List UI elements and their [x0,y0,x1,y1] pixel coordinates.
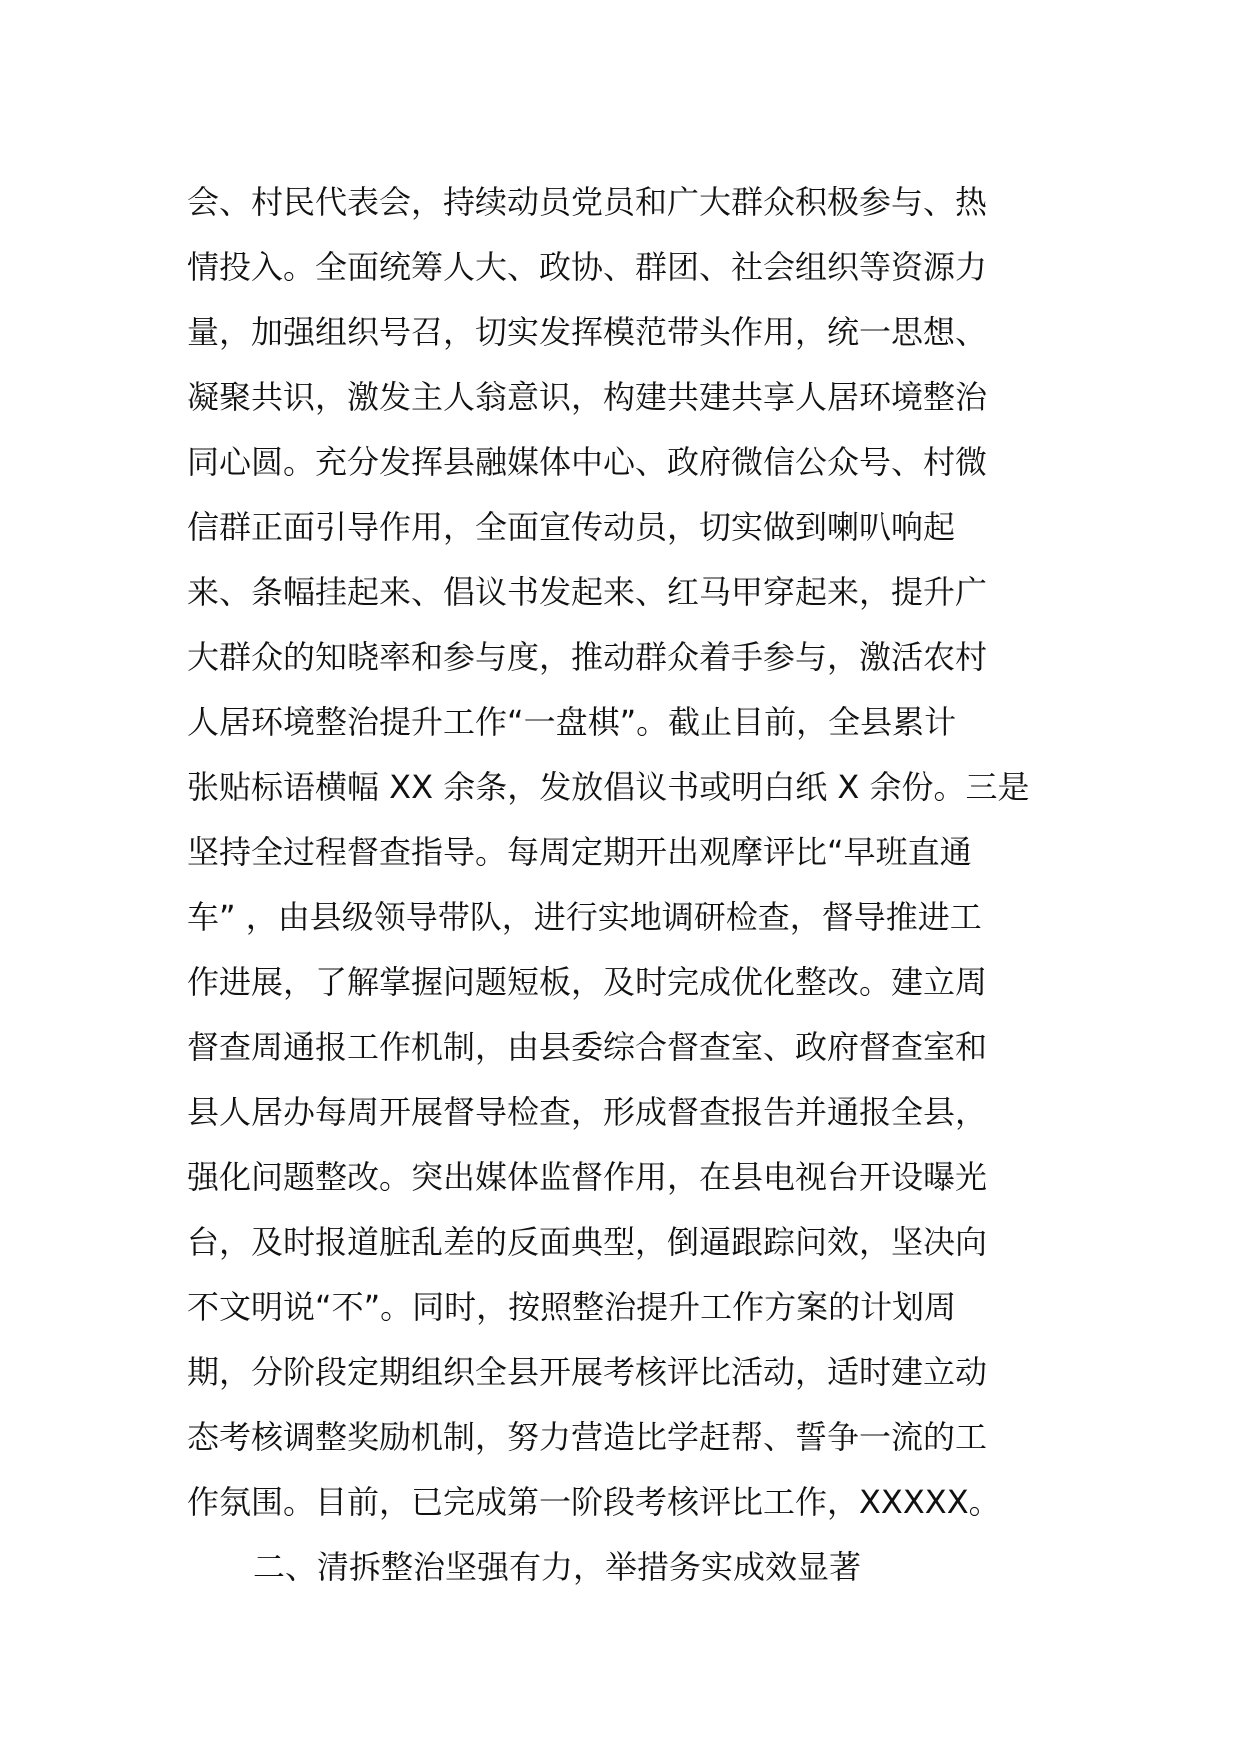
text-line: 情投入。全面统筹人大、政协、群团、社会组织等资源力 [187,248,988,286]
text-line: 张贴标语横幅 XX 余条，发放倡议书或明白纸 X 余份。三是 [187,768,1030,806]
text-line: 不文明说“不”。同时，按照整治提升工作方案的计划周 [187,1288,957,1326]
section-heading: 二、清拆整治坚强有力，举措务实成效显著 [253,1548,862,1586]
text-line: 坚持全过程督查指导。每周定期开出观摩评比“早班直通 [187,833,972,871]
text-line: 期，分阶段定期组织全县开展考核评比活动，适时建立动 [187,1353,988,1391]
text-line: 同心圆。充分发挥县融媒体中心、政府微信公众号、村微 [187,443,988,481]
text-line: 凝聚共识，激发主人翁意识，构建共建共享人居环境整治 [187,378,988,416]
text-line: 信群正面引导作用，全面宣传动员，切实做到喇叭响起 [187,508,956,546]
text-line: 督查周通报工作机制，由县委综合督查室、政府督查室和 [187,1028,988,1066]
text-line: 作进展，了解掌握问题短板，及时完成优化整改。建立周 [187,963,988,1001]
text-line: 态考核调整奖励机制，努力营造比学赶帮、誓争一流的工 [187,1418,988,1456]
text-line: 作氛围。目前，已完成第一阶段考核评比工作，XXXXX。 [187,1483,1001,1521]
text-line: 大群众的知晓率和参与度，推动群众着手参与，激活农村 [187,638,988,676]
text-line: 台，及时报道脏乱差的反面典型，倒逼跟踪问效，坚决向 [187,1223,988,1261]
text-line: 人居环境整治提升工作“一盘棋”。截止目前，全县累计 [187,703,957,741]
text-line: 县人居办每周开展督导检查，形成督查报告并通报全县， [187,1093,988,1131]
text-line: 会、村民代表会，持续动员党员和广大群众积极参与、热 [187,183,988,221]
text-line: 量，加强组织号召，切实发挥模范带头作用，统一思想、 [187,313,988,351]
text-line: 车” ，由县级领导带队，进行实地调研检查，督导推进工 [187,898,982,936]
body-text [187,170,1067,1600]
text-line: 强化问题整改。突出媒体监督作用，在县电视台开设曝光 [187,1158,988,1196]
text-line: 来、条幅挂起来、倡议书发起来、红马甲穿起来，提升广 [187,573,988,611]
